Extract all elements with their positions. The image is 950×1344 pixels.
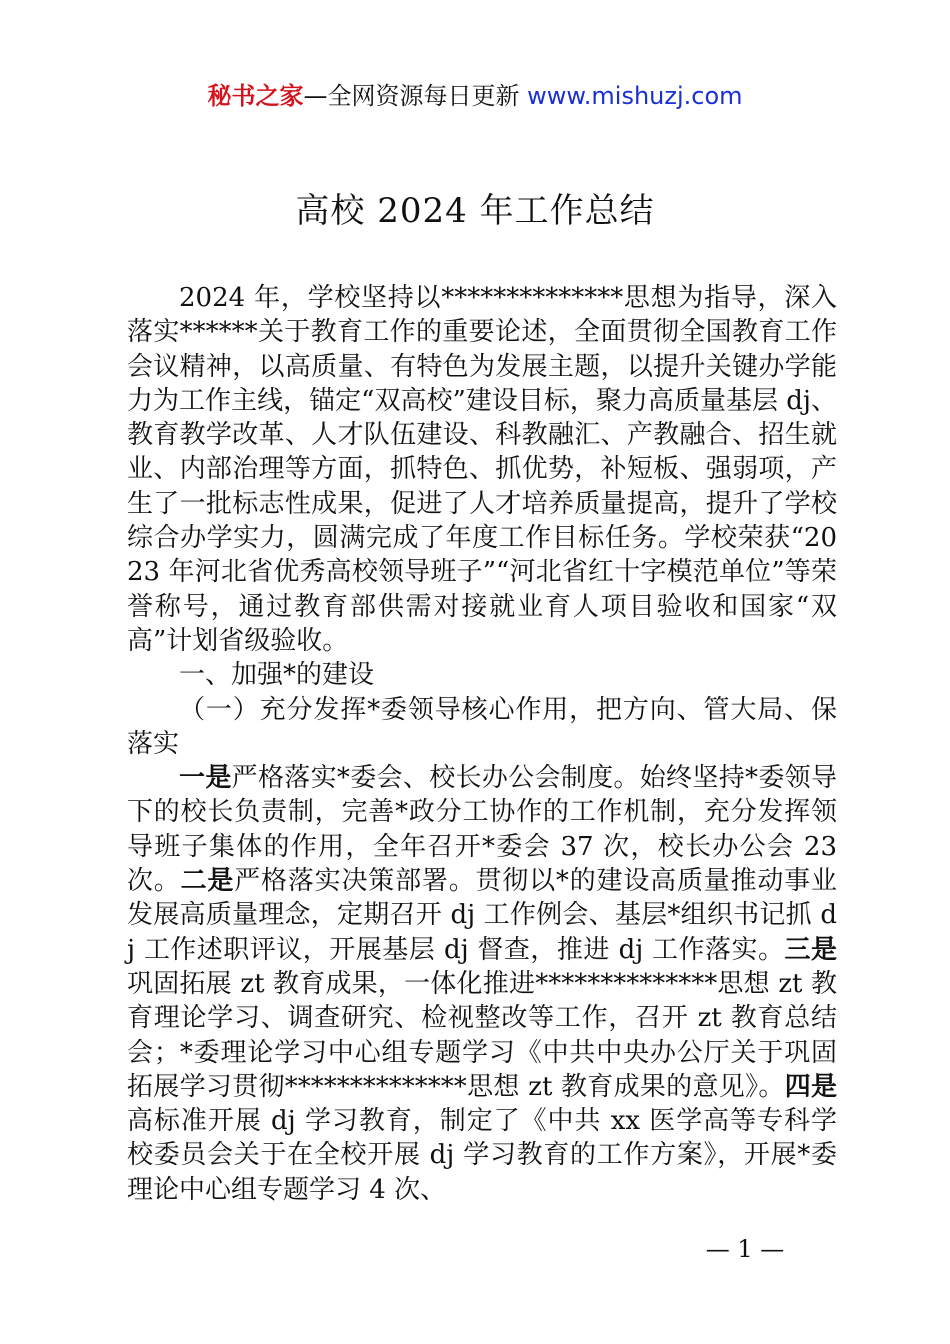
header-banner	[0, 78, 950, 114]
intro-paragraph: 2024 年，学校坚持以**************思想为指导，深入落实******关于教育工作的重要论述，全面贯彻全国教育工作会议精神，以高质量、有特色为发展主题，以提升关键办学能力为工作主线，锚定“双高校”建设目标，聚力高质量基层 dj、教育教学改革、人才队伍建设、科教融汇、产教融合、招生就业、内部治理等方面，抓特色、抓优势，补短板、强弱项，产生了一批标志性成果，促进了人才培养质量提高，提升了学校综合办学实力，圆满完成了年度工作目标任务。学校荣获“2023 年河北省优秀高校领导班子”“河北省红十字模范单位”等荣誉称号，通过教育部供需对接就业育人项目验收和国家“双高”计划省级验收。	[127, 283, 837, 656]
document-title: 高校 2024 年工作总结	[295, 191, 655, 231]
subsection-heading: （一）充分发挥*委领导核心作用，把方向、管大局、保落实	[127, 694, 837, 759]
item-text-3: 巩固拓展 zt 教育成果，一体化推进**************思想 zt 教育理论学习、调查研究、检视整改等工作，召开 zt 教育总结会；*委理论学习中心组专题学习《中共中央办公厅关于巩固拓展学习贯彻**************思想 zt 教育成果的意见》。	[127, 968, 837, 1102]
item-marker-1: 一是	[179, 763, 232, 794]
item-marker-3: 三是	[784, 934, 837, 965]
site-tagline: —全网资源每日更新	[303, 82, 528, 110]
item-marker-4: 四是	[784, 1071, 837, 1102]
item-text-1: 严格落实*委会、校长办公会制度。始终坚持*委领导下的校长负责制，完善*政分工协作的工作机制，充分发挥领导班子集体的作用，全年召开*委会 37 次，校长办公会 23 次。	[127, 763, 837, 897]
item-text-4: 高标准开展 dj 学习教育，制定了《中共 xx 医学高等专科学校委员会关于在全校开展 dj 学习教育的工作方案》，开展*委理论中心组专题学习 4 次、	[127, 1106, 837, 1205]
item-marker-2: 二是	[180, 866, 235, 897]
section-heading: 一、加强*的建设	[179, 660, 375, 691]
site-url-link[interactable]: www.mishuzj.com	[527, 82, 743, 110]
party-building-paragraph	[127, 761, 837, 1207]
page-number: — 1 —	[705, 1235, 785, 1263]
item-text-2: 严格落实决策部署。贯彻以*的建设高质量推动事业发展高质量理念，定期召开 dj 工作例会、基层*组织书记抓 dj 工作述职评议，开展基层 dj 督查，推进 dj 工作落实。	[127, 866, 837, 965]
document-body	[127, 281, 837, 1207]
site-brand: 秘书之家	[207, 82, 304, 110]
